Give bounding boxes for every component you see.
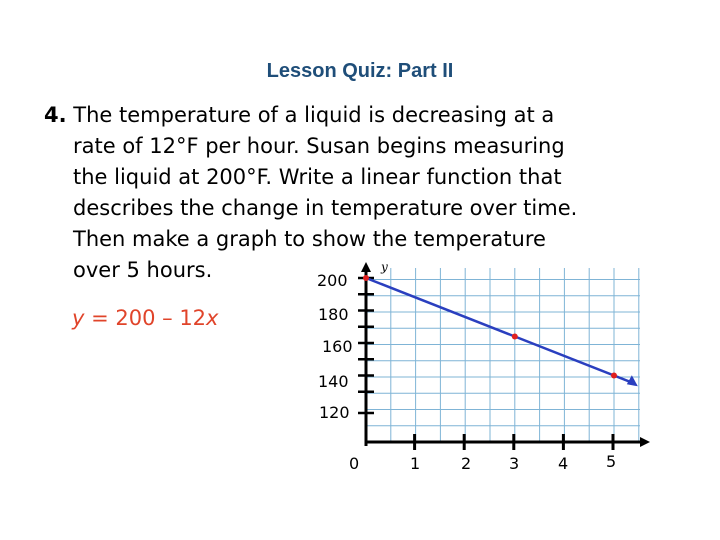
- problem-line-6: over 5 hours.: [73, 258, 213, 282]
- data-point: [611, 373, 617, 379]
- data-line: [366, 278, 634, 383]
- y-axis-label: y: [381, 260, 388, 274]
- problem-number: 4.: [44, 103, 67, 127]
- problem-line-4: describes the change in temperature over time.: [73, 196, 578, 220]
- data-point: [512, 334, 518, 340]
- y-tick-label: 140: [318, 372, 349, 391]
- page-title: Lesson Quiz: Part II: [266, 60, 454, 82]
- data-point: [363, 275, 369, 281]
- y-tick-label: 200: [317, 271, 348, 290]
- x-tick-label: 3: [509, 454, 520, 473]
- x-tick-label: 2: [461, 454, 472, 473]
- x-tick-label: 5: [606, 452, 617, 471]
- problem-line-2: rate of 12°F per hour. Susan begins measuring: [73, 134, 565, 158]
- answer-y-var: y: [72, 306, 85, 330]
- y-tick-label: 160: [322, 337, 353, 356]
- problem-line-3: the liquid at 200°F. Write a linear function that: [73, 165, 562, 189]
- x-tick-label: 4: [558, 454, 569, 473]
- problem-line-1: 4. The temperature of a liquid is decreasing at a: [44, 103, 555, 127]
- y-tick-label: 120: [319, 403, 350, 422]
- x-axis-arrow: [640, 437, 650, 447]
- x-tick-label: 1: [410, 454, 421, 473]
- x-tick-label: 0: [349, 454, 360, 473]
- y-axis-arrow: [361, 262, 371, 272]
- y-tick-label: 180: [318, 305, 349, 324]
- answer-middle: = 200 – 12: [84, 306, 207, 330]
- answer-x-var: x: [206, 306, 219, 330]
- problem-line-5: Then make a graph to show the temperature: [73, 227, 546, 251]
